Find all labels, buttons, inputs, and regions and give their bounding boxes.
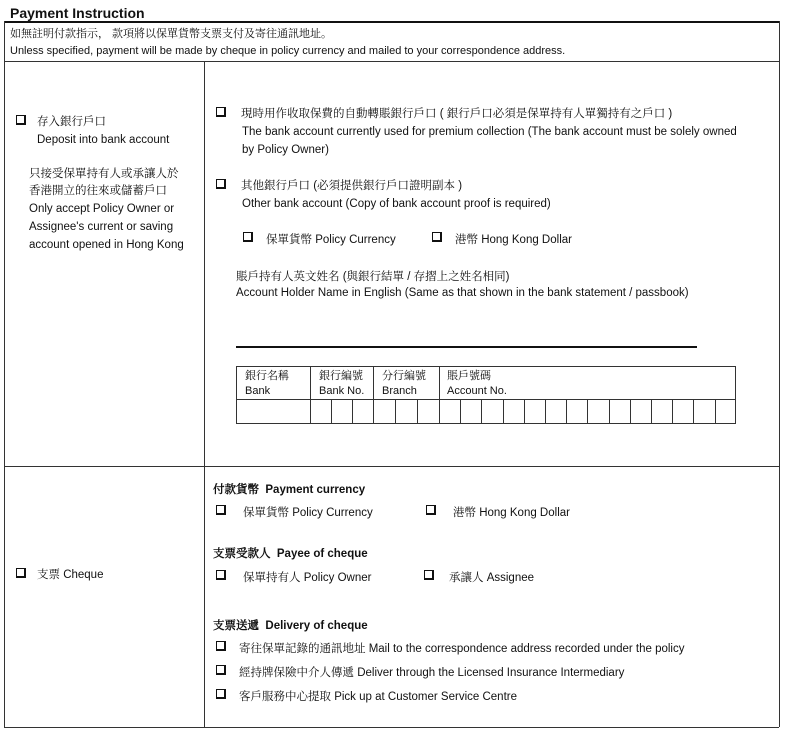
mail-checkbox[interactable] [216,641,226,651]
payee-heading [213,547,368,561]
intro-zh: 如無註明付款指示， 款項將以保單貨幣支票支付及寄往通訊地址。 [10,28,333,40]
current-account-zh: 現時用作收取保費的自動轉賬銀行戶口 ( 銀行戶口必須是保單持有人單獨持有之戶口 ) [241,108,673,120]
bank-note-zh-1: 只接受保單持有人或承讓人於 [29,168,179,180]
bank-policy-currency-label: 保單貨幣 Policy Currency [266,234,396,246]
title-underline [4,21,779,23]
intermediary-checkbox[interactable] [216,665,226,675]
th-bank-zh: 銀行名稱 [245,370,289,382]
section-divider [4,466,779,467]
bank-note-en-2: Assignee's current or saving [29,221,174,233]
digit-divider [417,399,418,424]
account-digit-boxes[interactable] [439,399,736,424]
digit-divider [331,399,332,424]
th-account-en: Account No. [447,385,507,397]
frame-right [779,21,780,727]
th-bankno-zh: 銀行編號 [319,370,363,382]
digit-divider [395,399,396,424]
digit-divider [481,399,482,424]
delivery-heading-zh: 支票送遞 [213,620,259,632]
digit-divider [545,399,546,424]
policy-owner-label: 保單持有人 Policy Owner [243,572,372,584]
intro-divider [4,61,779,62]
bank-policy-currency-checkbox[interactable] [243,232,253,242]
intro-en: Unless specified, payment will be made by cheque in policy currency and mailed to your correspondence address. [10,45,566,57]
payment-currency-heading [213,483,365,497]
bank-details-table [236,366,736,424]
digit-divider [630,399,631,424]
frame-bottom [4,727,779,728]
branch-digit-boxes[interactable] [373,399,439,424]
cheque-policy-currency-checkbox[interactable] [216,505,226,515]
intermediary-label: 經持牌保險中介人傳遞 Deliver through the Licensed Insurance Intermediary [239,667,625,679]
th-bankno-en: Bank No. [319,385,365,397]
payment-currency-heading-zh: 付款貨幣 [213,484,259,496]
cheque-hkd-checkbox[interactable] [426,505,436,515]
payee-heading-en: Payee of cheque [276,548,368,560]
cheque-hkd-label: 港幣 Hong Kong Dollar [453,507,570,519]
mail-label: 寄往保單記錄的通訊地址 Mail to the correspondence address recorded under the policy [239,643,685,655]
th-bank-en: Bank [245,385,271,397]
deposit-bank-en: Deposit into bank account [37,134,170,146]
delivery-heading [213,619,368,633]
digit-divider [672,399,673,424]
cheque-checkbox[interactable] [16,568,26,578]
account-holder-name-line[interactable] [236,346,697,348]
assignee-label: 承讓人 Assignee [449,572,535,584]
digit-divider [503,399,504,424]
bank-note-en-1: Only accept Policy Owner or [29,203,175,215]
bank-note-zh-2: 香港開立的往來或儲蓄戶口 [29,185,167,197]
bank-hkd-label: 港幣 Hong Kong Dollar [455,234,572,246]
other-account-checkbox[interactable] [216,179,226,189]
payee-heading-zh: 支票受款人 [213,548,271,560]
th-branch-en: Branch [382,385,417,397]
cheque-label: 支票 Cheque [37,569,104,581]
bank-hkd-checkbox[interactable] [432,232,442,242]
bank-digit-boxes[interactable] [310,399,373,424]
other-account-en: Other bank account (Copy of bank account proof is required) [242,198,551,210]
digit-divider [651,399,652,424]
pickup-label: 客戶服務中心提取 Pick up at Customer Service Centre [239,691,517,703]
pickup-checkbox[interactable] [216,689,226,699]
digit-divider [693,399,694,424]
current-account-en-2: by Policy Owner) [242,144,329,156]
bank-note-en-3: account opened in Hong Kong [29,239,184,251]
digit-divider [352,399,353,424]
policy-owner-checkbox[interactable] [216,570,226,580]
current-account-en-1: The bank account currently used for premium collection (The bank account must be solely owned [242,126,737,138]
cheque-policy-currency-label: 保單貨幣 Policy Currency [243,507,373,519]
account-holder-en: Account Holder Name in English (Same as that shown in the bank statement / passbook) [236,287,689,299]
th-account-zh: 賬戶號碼 [447,370,491,382]
digit-divider [524,399,525,424]
current-account-checkbox[interactable] [216,107,226,117]
other-account-zh: 其他銀行戶口 (必須提供銀行戶口證明副本 ) [241,180,463,192]
frame-left [4,21,5,727]
assignee-checkbox[interactable] [424,570,434,580]
digit-divider [715,399,716,424]
page-title: Payment Instruction [10,5,145,21]
digit-divider [460,399,461,424]
deposit-bank-checkbox[interactable] [16,115,26,125]
digit-divider [609,399,610,424]
th-branch-zh: 分行編號 [382,370,426,382]
deposit-bank-zh: 存入銀行戶口 [37,116,106,128]
digit-divider [587,399,588,424]
digit-divider [566,399,567,424]
column-divider [204,61,205,727]
delivery-heading-en: Delivery of cheque [265,620,368,632]
payment-currency-heading-en: Payment currency [265,484,366,496]
account-holder-zh: 賬戶持有人英文姓名 (與銀行結單 / 存摺上之姓名相同) [236,271,510,283]
